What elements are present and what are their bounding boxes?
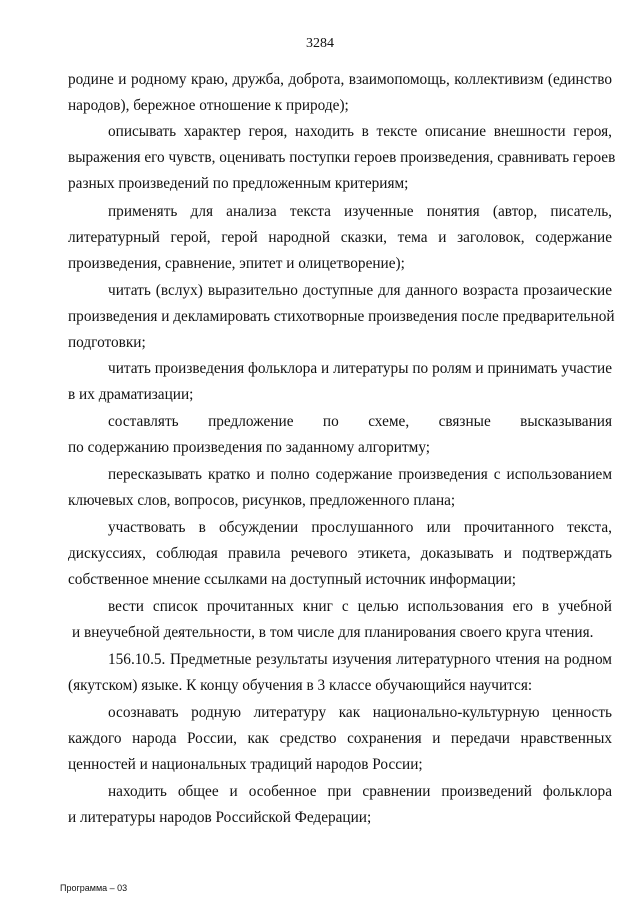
text-line: читать (вслух) выразительно доступные для данного возраста прозаические: [108, 282, 612, 299]
text-line: литературный герой, герой народной сказки, тема и заголовок, содержание: [68, 229, 612, 246]
text-line: ценностей и национальных традиций народов России;: [68, 756, 423, 773]
text-line: осознавать родную литературу как национально-культурную ценность: [108, 704, 612, 721]
text-line: находить общее и особенное при сравнении произведений фольклора: [108, 783, 612, 800]
text-line: и литературы народов Российской Федерации;: [68, 809, 372, 826]
text-line: участвовать в обсуждении прослушанного или прочитанного текста,: [108, 519, 612, 536]
text-line: читать произведения фольклора и литературы по ролям и принимать участие: [108, 360, 612, 377]
text-line: дискуссиях, соблюдая правила речевого этикета, доказывать и подтверждать: [68, 545, 612, 562]
text-line: произведения и декламировать стихотворные произведения после предварительной: [68, 308, 615, 325]
text-line: применять для анализа текста изученные понятия (автор, писатель,: [108, 203, 612, 220]
text-line: (якутском) языке. К концу обучения в 3 классе обучающийся научится:: [68, 677, 533, 694]
text-line: по содержанию произведения по заданному алгоритму;: [68, 439, 431, 456]
text-line: вести список прочитанных книг с целью использования его в учебной: [108, 598, 612, 615]
page-number: 3284: [306, 36, 334, 51]
text-line: подготовки;: [68, 334, 146, 351]
text-line: выражения его чувств, оценивать поступки героев произведения, сравнивать героев: [68, 149, 616, 166]
text-line: составлять предложение по схеме, связные высказывания: [108, 413, 612, 430]
text-line: и внеучебной деятельности, в том числе для планирования своего круга чтения.: [72, 624, 594, 641]
text-line: каждого народа России, как средство сохранения и передачи нравственных: [68, 730, 612, 747]
text-line: ключевых слов, вопросов, рисунков, предложенного плана;: [68, 492, 456, 509]
text-line: в их драматизации;: [68, 386, 194, 403]
text-line: произведения, сравнение, эпитет и олицетворение);: [68, 255, 405, 272]
text-line: родине и родному краю, дружба, доброта, взаимопомощь, коллективизм (единство: [68, 71, 612, 88]
text-line: пересказывать кратко и полно содержание произведения с использованием: [108, 466, 612, 483]
text-line: народов), бережное отношение к природе);: [68, 97, 349, 114]
text-line: собственное мнение ссылками на доступный источник информации;: [68, 571, 517, 588]
text-line: описывать характер героя, находить в тексте описание внешности героя,: [108, 123, 612, 140]
footer-label: Программа – 03: [60, 883, 128, 893]
text-line: разных произведений по предложенным критериям;: [68, 175, 409, 192]
text-line: 156.10.5. Предметные результаты изучения литературного чтения на родном: [108, 651, 612, 668]
